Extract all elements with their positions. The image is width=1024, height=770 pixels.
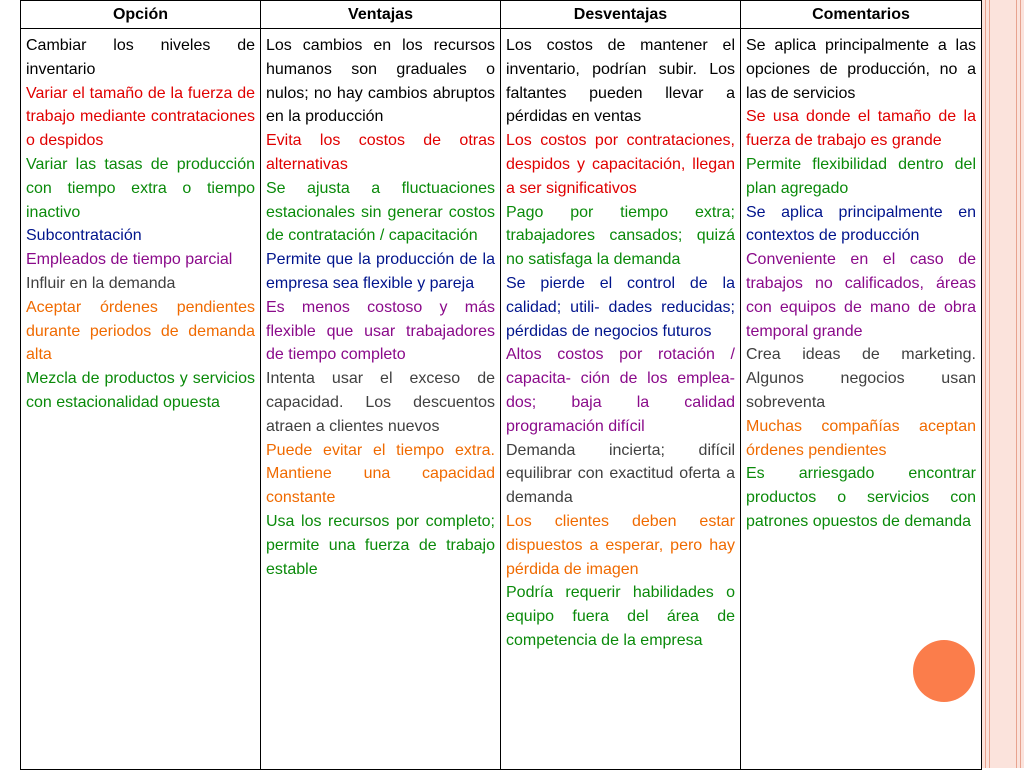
column-opcion (21, 29, 261, 770)
table-cell-entry: Demanda incierta; difícil equilibrar con exactitud oferta a demanda (506, 441, 735, 507)
column-desventajas (501, 29, 741, 770)
table-cell-entry: Empleados de tiempo parcial (26, 251, 233, 269)
table-cell-entry: Se aplica principalmente en contextos de producción (746, 203, 976, 245)
table-cell-entry: Se usa donde el tamaño de la fuerza de trabajo es grande (746, 108, 976, 150)
table-cell-entry: Puede evitar el tiempo extra. Mantiene una capacidad constante (266, 441, 495, 507)
decorative-band-line (1020, 0, 1021, 768)
column-comentarios (741, 29, 982, 770)
table-cell-entry: Usa los recursos por completo; permite una fuerza de trabajo estable (266, 512, 495, 578)
table-cell-entry: Pago por tiempo extra; trabajadores cansados; quizá no satisfaga la demanda (506, 203, 735, 269)
table-cell-entry: Intenta usar el exceso de capacidad. Los descuentos atraen a clientes nuevos (266, 370, 495, 435)
decorative-side-band (981, 0, 1024, 768)
decorative-band-line (989, 0, 990, 768)
table-cell-entry: Aceptar órdenes pendientes durante periodos de demanda alta (26, 298, 255, 364)
header-ventajas: Ventajas (261, 1, 501, 29)
body-row (21, 29, 982, 770)
decorative-band-line (985, 0, 986, 768)
decorative-band-line (1016, 0, 1017, 768)
table-cell-entry: Podría requerir habilidades o equipo fuera del área de competencia de la empresa (506, 584, 735, 649)
column-ventajas (261, 29, 501, 770)
table-cell-entry: Los costos por contrataciones, despidos y capacitación, llegan a ser significativos (506, 132, 735, 197)
header-comentarios: Comentarios (741, 1, 982, 29)
table-cell-entry: Subcontratación (26, 227, 142, 245)
table-cell-entry: Crea ideas de marketing. Algunos negocios usan sobreventa (746, 346, 976, 411)
table-cell-entry: Es arriesgado encontrar productos o servicios con patrones opuestos de demanda (746, 465, 976, 530)
table-cell-entry: Los cambios en los recursos humanos son graduales o nulos; no hay cambios abruptos en la producción (266, 37, 495, 126)
table-cell-entry: Se ajusta a fluctuaciones estacionales sin generar costos de contratación / capacitación (266, 179, 495, 245)
table-cell-entry: Permite flexibilidad dentro del plan agregado (746, 155, 976, 197)
table-cell-entry: Variar las tasas de producción con tiempo extra o tiempo inactivo (26, 155, 255, 221)
table-cell-entry: Influir en la demanda (26, 274, 176, 292)
table-cell-entry: Se pierde el control de la calidad; utili- dades reducidas; pérdidas de negocios futuros (506, 274, 735, 340)
header-row (21, 1, 982, 29)
table-cell-entry: Se aplica principalmente a las opciones de producción, no a las de servicios (746, 37, 976, 102)
table-cell-entry: Evita los costos de otras alternativas (266, 132, 495, 173)
table-cell-entry: Conveniente en el caso de trabajos no calificados, áreas con equipos de mano de obra temporal grande (746, 251, 976, 340)
table-cell-entry: Muchas compañías aceptan órdenes pendientes (746, 417, 976, 459)
table-cell-entry: Variar el tamaño de la fuerza de trabajo mediante contrataciones o despidos (26, 84, 255, 150)
table-cell-entry: Altos costos por rotación / capacita- ción de los emplea- dos; baja la calidad programación difícil (506, 346, 735, 435)
table-cell-entry: Mezcla de productos y servicios con estacionalidad opuesta (26, 370, 255, 411)
table-cell-entry: Cambiar los niveles de inventario (26, 37, 255, 78)
table-cell-entry: Es menos costoso y más flexible que usar trabajadores de tiempo completo (266, 298, 495, 364)
aggregate-planning-options-table (20, 0, 982, 770)
table-cell-entry: Permite que la producción de la empresa sea flexible y pareja (266, 251, 495, 292)
header-opcion: Opción (21, 1, 261, 29)
header-desventajas: Desventajas (501, 1, 741, 29)
table-cell-entry: Los clientes deben estar dispuestos a esperar, pero hay pérdida de imagen (506, 512, 735, 578)
table-cell-entry: Los costos de mantener el inventario, podrían subir. Los faltantes pueden llevar a pérdidas en ventas (506, 37, 735, 126)
